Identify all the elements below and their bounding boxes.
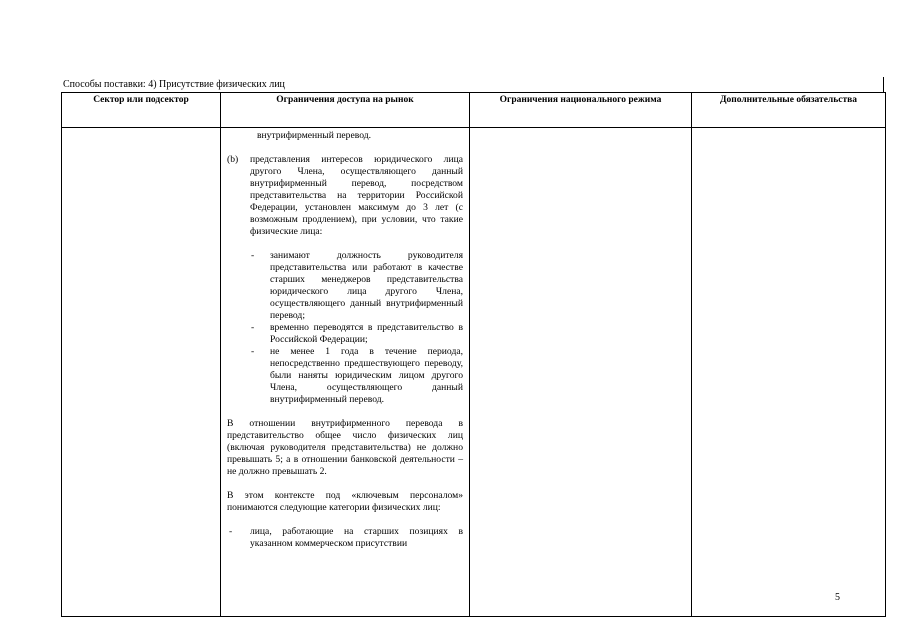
item-marker: (b) [227,154,239,165]
table-row [62,128,886,617]
conditions-list [227,250,463,406]
header-market-access: Ограничения доступа на рынок [221,93,470,128]
item-text: лица, работающие на старших позициях в указанном коммерческом присутствии [250,526,463,549]
sector-cell [62,128,221,617]
dash-marker: - [229,526,233,537]
header-additional-commitments: Дополнительные обязательства [692,93,886,128]
limit-paragraph: В отношении внутрифирменного перевода в представительство общее число физических лиц (включая руководителя представительства) не должно превышать 5; а в отношении банковской деятельности – не должно превышать 2. [227,418,463,477]
mode-of-supply-caption: Способы поставки: 4) Присутствие физических лиц [61,77,884,92]
header-national-treatment: Ограничения национального режима [470,93,692,128]
market-access-cell [221,128,470,617]
condition-text: занимают должность руководителя представительства или работают в качестве старших менеджеров представительства юридического лица другого Члена, осуществляющего данный внутрифирменный перевод; [270,250,463,321]
additional-commitments-cell [692,128,886,617]
key-personnel-paragraph: В этом контексте под «ключевым персоналом» понимаются следующие категории физических лиц: [227,490,463,513]
dash-marker: - [251,250,255,261]
list-item [227,322,463,346]
list-item [227,154,463,238]
header-row [62,93,886,128]
list-item [227,526,463,550]
national-treatment-cell [470,128,692,617]
schedule-table [61,92,886,617]
dash-marker: - [251,346,255,357]
header-sector: Сектор или подсектор [62,93,221,128]
condition-text: не менее 1 года в течение периода, непосредственно предшествующего переводу, были наняты юридическим лицом другого Члена, осуществляющего данный внутрифирменный перевод. [270,346,463,405]
item-text: представления интересов юридического лица другого Члена, осуществляющего данный внутрифирменный перевод, посредством представительства на территории Российской Федерации, установлен максимум до 3 лет (с возможным продлением), при условии, что такие физические лица: [250,154,463,237]
continuation-text: внутрифирменный перевод. [257,130,371,141]
condition-text: временно переводятся в представительство в Российской Федерации; [270,322,463,345]
dash-marker: - [251,322,255,333]
list-item [227,346,463,406]
page-number: 5 [835,592,840,603]
list-item [227,250,463,322]
